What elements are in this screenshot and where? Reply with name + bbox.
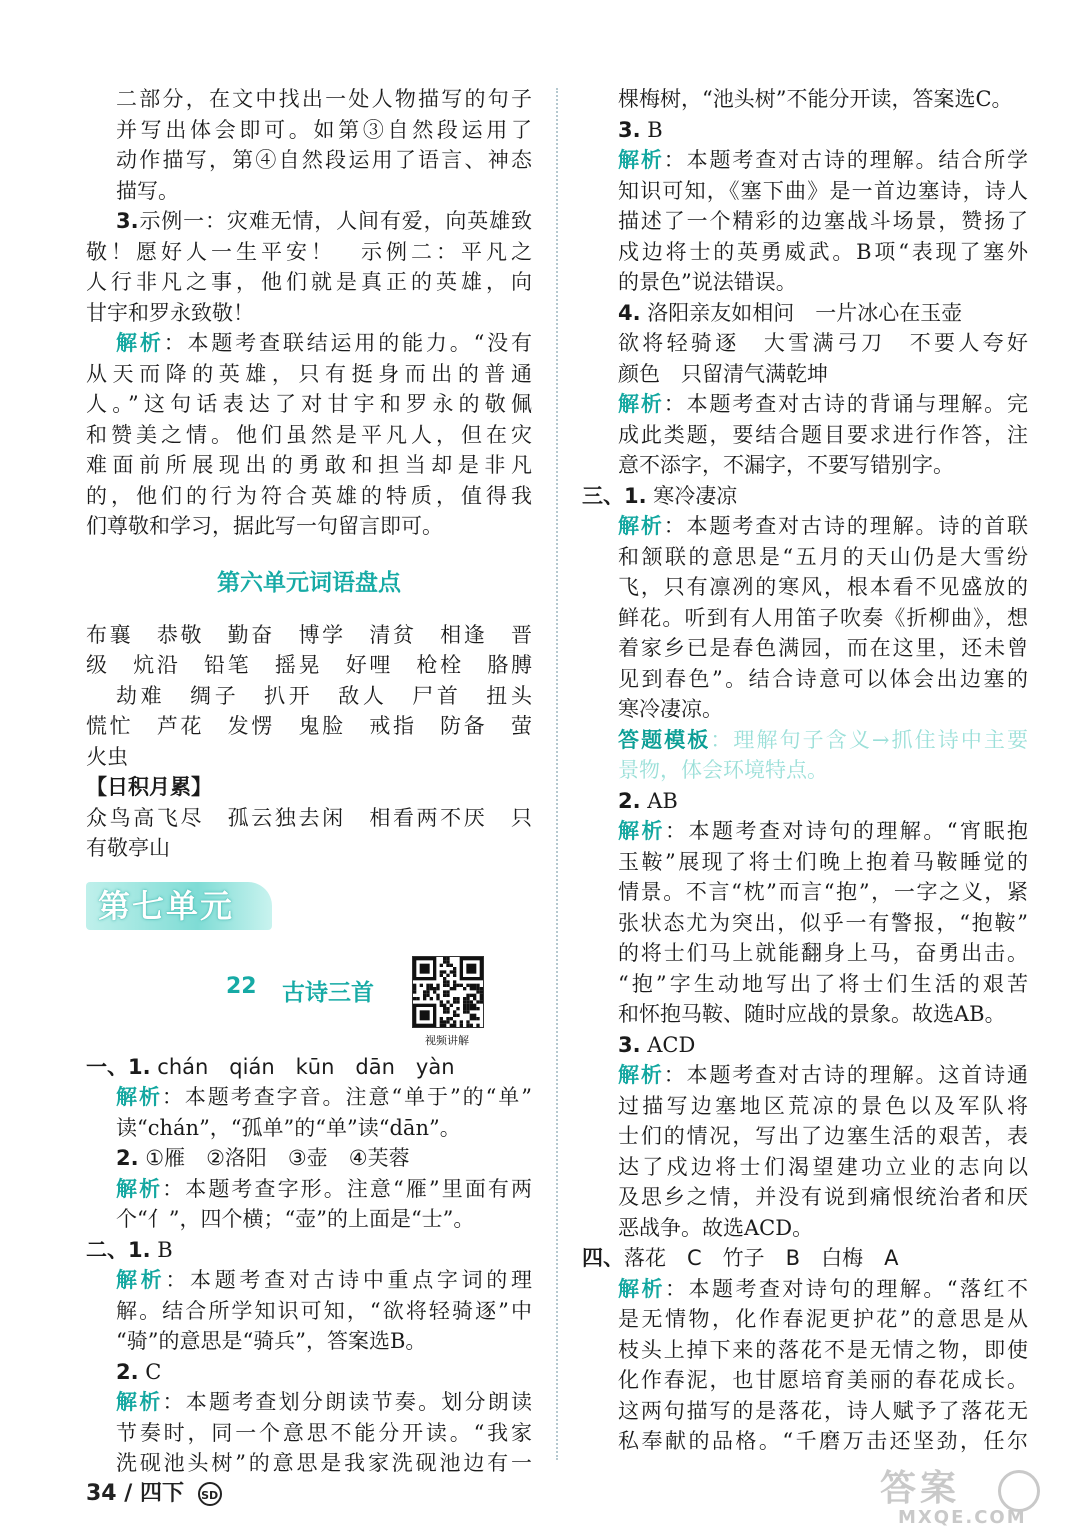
text-span: ：本题考查对古诗的理解。诗的首联 [663, 514, 1028, 538]
text-span: 有敬亭山 [86, 836, 170, 860]
edition-badge: SD [198, 1482, 222, 1506]
text-line [582, 786, 1028, 817]
text-span: 描写。 [116, 178, 179, 203]
text-line [86, 511, 532, 542]
item-number: 3. [618, 117, 641, 142]
text-line [582, 755, 1028, 786]
text-span: 及思乡之情，并没有说到痛恨统治者和厌 [618, 1185, 1028, 1209]
text-line [582, 877, 1028, 908]
left-column [86, 84, 532, 1479]
text-line [582, 237, 1028, 268]
text-line [582, 1274, 1028, 1305]
text-span: 难面前所展现出的勇敢和担当却是非凡 [86, 453, 532, 477]
text-span: 级 炕沿 铅笔 摇晃 好哩 枪栓 胳膊 [86, 653, 532, 677]
text-span: 意不添字，不漏字，不要写错别字。 [618, 453, 954, 477]
text-line [582, 115, 1028, 146]
text-span: 从天而降的英雄，只有挺身而出的普通 [86, 361, 532, 386]
text-line [86, 681, 532, 712]
text-span: 众鸟高飞尽 孤云独去闲 相看两不厌 只 [86, 805, 532, 830]
text-span: 颜色 只留清气满乾坤 [618, 361, 828, 386]
text-span: 人行非凡之事，他们就是真正的英雄，向 [86, 270, 532, 294]
text-line [86, 1204, 532, 1235]
text-span: 知识可知，《塞下曲》是一首边塞诗，诗人 [618, 178, 1028, 203]
text-span: AB [640, 788, 678, 813]
analysis-label: 解析 [116, 1268, 166, 1292]
text-span: 的景色”说法错误。 [618, 270, 797, 294]
analysis-label: 解析 [618, 1063, 664, 1087]
text-span: ：理解句子含义→抓住诗中主要 [710, 727, 1028, 752]
text-span: 描述了一个精彩的边塞战斗场景，赞扬了 [618, 209, 1028, 233]
text-line [582, 816, 1028, 847]
text-span: 这两句描写的是落花，诗人赋予了落花无 [618, 1398, 1028, 1423]
analysis-label: 解析 [116, 331, 164, 355]
text-line [582, 481, 1028, 512]
text-line [86, 833, 532, 864]
text-span: 慌忙 芦花 发愣 鬼脸 戒指 防备 萤 [86, 714, 532, 738]
text-span: 火虫 [86, 744, 128, 769]
section-number: 一、1. [86, 1054, 151, 1079]
text-line [86, 1235, 532, 1266]
text-line [86, 145, 532, 176]
template-label: 答题模板 [618, 727, 711, 752]
text-line [86, 1113, 532, 1144]
analysis-label: 解析 [618, 148, 664, 172]
text-span: 读“chán”，“孤单”的“单”读“dān”。 [116, 1115, 461, 1140]
text-span: 是无情物，化作春泥更护花”的意思是从 [618, 1307, 1028, 1331]
text-line [582, 1060, 1028, 1091]
item-number: 2. [116, 1146, 139, 1170]
text-line [86, 1448, 532, 1479]
text-span: B [150, 1237, 173, 1262]
text-span: ：本题考查对古诗的理解。这首诗通 [663, 1063, 1028, 1087]
text-line [86, 1418, 532, 1449]
text-span: 情景。不言“枕”而言“抱”，一字之义，紧 [618, 880, 1028, 904]
item-number: 2. [116, 1359, 139, 1384]
text-span: C [138, 1359, 162, 1384]
item-number: 3. [116, 209, 139, 233]
watermark-top-text: 答案 [880, 1468, 961, 1509]
text-span: 和赞美之情。他们虽然是平凡人，但在灾 [86, 422, 532, 447]
text-line [86, 1357, 532, 1388]
section-number: 二、1. [86, 1237, 151, 1262]
text-line [582, 1152, 1028, 1183]
text-span: 节奏时，同一个意思不能分开读。“我家 [116, 1420, 532, 1445]
item-number: 4. [618, 300, 641, 325]
text-span: 张状态尤为突出，似乎一有警报，“抱鞍” [618, 910, 1028, 935]
text-span: 枝头上掉下来的落花不是无情之物，即使 [618, 1337, 1028, 1362]
text-line [86, 1326, 532, 1357]
text-line [86, 115, 532, 146]
text-line [582, 84, 1028, 115]
text-span: 落花 C 竹子 B 白梅 A [624, 1246, 899, 1270]
text-span: 过描写边塞地区荒凉的景色以及军队将 [618, 1093, 1028, 1118]
text-line [582, 1365, 1028, 1396]
text-span: 士们的情况，写出了边塞生活的艰苦，表 [618, 1124, 1028, 1148]
text-line [86, 711, 532, 742]
text-line [86, 298, 532, 329]
item-number: 2. [618, 788, 641, 813]
text-span: 恶战争。故选ACD。 [618, 1215, 814, 1240]
text-span: ：本题考查对诗句的理解。“落红不 [664, 1276, 1028, 1301]
text-line [582, 328, 1028, 359]
text-line [86, 1174, 532, 1205]
text-line [582, 1335, 1028, 1366]
text-line [582, 969, 1028, 1000]
text-line [582, 1030, 1028, 1061]
text-span: 敬！愿好人一生平安！ 示例二：平凡之 [86, 239, 532, 264]
section-number: 三、1. [582, 483, 647, 508]
text-line [582, 664, 1028, 695]
text-line [582, 542, 1028, 573]
watermark-site-text: MXQE.COM [898, 1507, 1027, 1528]
text-span: ：本题考查对诗句的理解。“宵眠抱 [664, 819, 1028, 843]
text-span: 见到春色”。结合诗意可以体会出边塞的 [618, 666, 1028, 691]
text-span: 私奉献的品格。“千磨万击还坚劲，任尔 [618, 1429, 1028, 1453]
text-line [582, 1182, 1028, 1213]
text-span: 棵梅树，“池头树”不能分开读，答案选C。 [618, 87, 1013, 111]
text-span: 布襄 恭敬 勤奋 博学 清贫 相逢 晋 [86, 622, 532, 647]
analysis-label: 解析 [618, 1276, 665, 1301]
watermark-logo [880, 1470, 1050, 1530]
text-span: 动作描写，第④自然段运用了语言、神态 [116, 148, 532, 172]
text-line [86, 267, 532, 298]
text-line [86, 772, 532, 803]
text-line [86, 328, 532, 359]
text-span: ACD [640, 1032, 696, 1057]
text-span: 化作春泥，也甘愿培育美丽的春花成长。 [618, 1368, 1028, 1392]
text-span: 的将士们马上就能翻身上马，奋勇出击。 [618, 941, 1028, 965]
qr-code-icon [412, 956, 484, 1028]
text-span: 和颔联的意思是“五月的天山仍是大雪纷 [618, 544, 1028, 569]
text-line [582, 603, 1028, 634]
unit-banner-label: 第七单元 [86, 882, 272, 930]
text-line [582, 389, 1028, 420]
text-span: 寒冷凄凉 [646, 483, 738, 508]
text-span: ：本题考查对古诗中重点字词的理 [165, 1268, 532, 1292]
column-divider [556, 88, 558, 1460]
text-span: 甘宇和罗永致敬！ [86, 300, 254, 325]
text-line [582, 999, 1028, 1030]
text-span: 劫难 绸子 扒开 敌人 尸首 扭头 [116, 683, 532, 708]
text-line [582, 1121, 1028, 1152]
analysis-label: 解析 [618, 392, 664, 416]
text-span: 二部分，在文中找出一处人物描写的句子 [116, 87, 532, 111]
text-line [86, 450, 532, 481]
text-line [582, 847, 1028, 878]
section-number: 四、 [582, 1246, 624, 1270]
text-line [86, 1296, 532, 1327]
text-line [582, 359, 1028, 390]
analysis-label: 解析 [116, 1085, 162, 1109]
text-span: 鲜花。听到有人用笛子吹奏《折柳曲》，想 [618, 605, 1028, 630]
text-line [582, 206, 1028, 237]
text-span: ：本题考查联结运用的能力。“没有 [163, 331, 532, 355]
text-line [86, 1143, 532, 1174]
text-span: “骑”的意思是“骑兵”，答案选B。 [116, 1329, 427, 1353]
text-span: ：本题考查字形。注意“雁”里面有两 [162, 1176, 532, 1201]
text-span: chán qián kūn dān yàn [150, 1054, 455, 1079]
analysis-label: 解析 [618, 514, 664, 538]
text-line [582, 420, 1028, 451]
text-line [86, 389, 532, 420]
text-span: ：本题考查划分朗读节奏。划分朗读 [162, 1390, 532, 1414]
text-span: 成此类题，要结合题目要求进行作答，注 [618, 422, 1028, 447]
text-span: 洛阳亲友如相问 一片冰心在玉壶 [640, 300, 963, 325]
text-line [86, 420, 532, 451]
text-line [86, 206, 532, 237]
text-line [86, 176, 532, 207]
text-span: 示例一：灾难无情，人间有爱，向英雄致 [138, 209, 532, 233]
section-number: 【日积月累】 [86, 775, 212, 799]
text-line [86, 742, 532, 773]
text-line [582, 1426, 1028, 1457]
text-line [86, 650, 532, 681]
right-column [582, 84, 1028, 1457]
page-footer [86, 1478, 222, 1510]
text-span: 达了戍边将士们渴望建功立业的志向以 [618, 1154, 1028, 1179]
text-line [86, 84, 532, 115]
text-line [582, 725, 1028, 756]
analysis-label: 解析 [116, 1390, 163, 1414]
text-line [582, 511, 1028, 542]
unit-banner [86, 872, 532, 948]
text-span: 着家乡已是春色满园，而在这里，还未曾 [618, 636, 1028, 660]
text-line [582, 1243, 1028, 1274]
qr-caption: 视频讲解 [425, 1033, 469, 1047]
text-line [86, 803, 532, 834]
text-span: ：本题考查对古诗的背诵与理解。完 [663, 392, 1028, 416]
lesson-header [86, 952, 532, 1052]
text-line [582, 145, 1028, 176]
text-line [86, 359, 532, 390]
text-span: 戍边将士的英勇威武。B项“表现了塞外 [618, 239, 1028, 264]
text-line [86, 1387, 532, 1418]
text-line [582, 450, 1028, 481]
text-span: 个“亻”，四个横；“壶”的上面是“士”。 [116, 1207, 475, 1231]
text-line [86, 1265, 532, 1296]
text-line [582, 938, 1028, 969]
text-line [86, 481, 532, 512]
text-line [582, 1213, 1028, 1244]
watermark-circle-icon [998, 1470, 1040, 1512]
lesson-number: 22 [226, 973, 257, 999]
text-span: 和怀抱马鞍、随时应战的景象。故选AB。 [618, 1002, 1006, 1026]
text-line [582, 267, 1028, 298]
text-line [86, 1052, 532, 1083]
text-line [86, 237, 532, 268]
text-span: 景物，体会环境特点。 [618, 758, 828, 782]
text-line [582, 176, 1028, 207]
text-line [582, 298, 1028, 329]
text-line [582, 694, 1028, 725]
text-span: 并写出体会即可。如第③自然段运用了 [116, 117, 532, 142]
analysis-label: 解析 [116, 1176, 163, 1201]
text-line [582, 908, 1028, 939]
unit-vocab-heading: 第六单元词语盘点 [217, 569, 401, 596]
text-line [86, 620, 532, 651]
text-span: 的，他们的行为符合英雄的特质，值得我 [86, 483, 532, 508]
text-span: 玉鞍”展现了将士们晚上抱着马鞍睡觉的 [618, 849, 1028, 874]
text-span: 人。”这句话表达了对甘宇和罗永的敬佩 [86, 392, 532, 416]
text-line [582, 1396, 1028, 1427]
text-span: B [640, 117, 663, 142]
text-span: 们尊敬和学习，据此写一句留言即可。 [86, 514, 443, 538]
text-span: 寒冷凄凉。 [618, 697, 723, 721]
text-line [582, 572, 1028, 603]
text-line [86, 1082, 532, 1113]
text-span: 洗砚池头树”的意思是我家洗砚池边有一 [116, 1451, 532, 1475]
lesson-title: 古诗三首 [282, 979, 374, 1006]
text-span: ：本题考查字音。注意“单于”的“单” [161, 1085, 532, 1109]
text-line [582, 633, 1028, 664]
text-span: 解。结合所学知识可知，“欲将轻骑逐”中 [116, 1298, 532, 1323]
item-number: 3. [618, 1032, 641, 1057]
text-line [582, 1091, 1028, 1122]
analysis-label: 解析 [618, 819, 665, 843]
text-span: “抱”字生动地写出了将士们生活的艰苦 [618, 971, 1028, 996]
text-span: ①雁 ②洛阳 ③壶 ④芙蓉 [138, 1146, 410, 1170]
text-span: ：本题考查对古诗的理解。结合所学 [663, 148, 1028, 172]
text-line [582, 1304, 1028, 1335]
text-span: 飞，只有凛冽的寒风，根本看不见盛放的 [618, 575, 1028, 599]
page-number: 34 / 四下 [86, 1481, 184, 1506]
text-span: 欲将轻骑逐 大雪满弓刀 不要人夸好 [618, 331, 1028, 355]
